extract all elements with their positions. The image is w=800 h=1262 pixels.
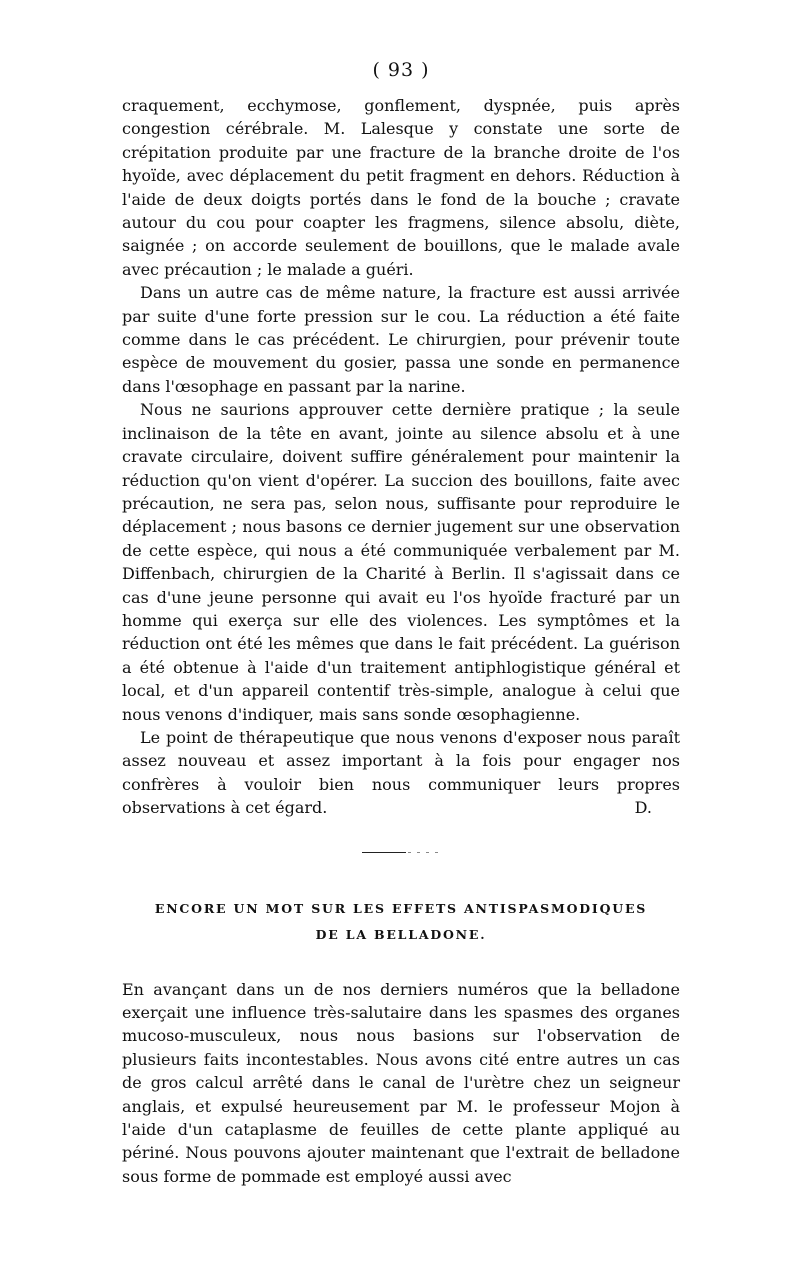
page-number: ( 93 ): [372, 59, 430, 81]
article-heading-line-2: DE LA BELLADONE.: [315, 926, 487, 942]
paragraph-1: craquement, ecchymose, gonflement, dyspnée, puis après congestion cérébrale. M. Lalesque y constate une sorte de crépitation produite par une fracture de la branche droite de l'os hyoïde, avec déplacement du petit fragment en dehors. Réduction à l'aide de deux doigts portés dans le fond de la bouche ; cravate autour du cou pour coapter les fragmens, silence absolu, diète, saignée ; on accorde seulement de bouillons, que le malade avale avec précaution ; le malade a guéri.: [122, 96, 680, 279]
author-signature: D.: [634, 798, 652, 818]
paragraph-2: Dans un autre cas de même nature, la fracture est aussi arrivée par suite d'une forte pression sur le cou. La réduction a été faite comme dans le cas précédent. Le chirurgien, pour prévenir toute espèce de mouvement du gosier, passa une sonde en permanence dans l'œsophage en passant par la narine.: [122, 283, 680, 396]
paragraph-4-text: Le point de thérapeutique que nous venons d'exposer nous paraît assez nouveau et assez important à la fois pour engager nos confrères à vouloir bien nous communiquer leurs propres observations à cet égard.: [122, 727, 680, 818]
heading-spacer: [122, 948, 680, 978]
divider-dots: [408, 852, 438, 853]
article-body: En avançant dans un de nos derniers numéros que la belladone exerçait une influence très-salutaire dans les spasmes des organes mucoso-musculeux, nous nous basions sur l'observation de plusieurs faits incontestables. Nous avons cité entre autres un cas de gros calcul arrêté dans le canal de l'urètre chez un seigneur anglais, et expulsé heureusement par M. le professeur Mojon à l'aide d'un cataplasme de feuilles de cette plante appliqué au périné. Nous pouvons ajouter maintenant que l'extrait de belladone sous forme de pommade est employé aussi avec: [122, 979, 680, 1186]
section-divider: [122, 850, 680, 856]
document-page: [122, 58, 680, 1188]
divider-rule: [362, 852, 406, 854]
paragraph-4: [122, 726, 680, 820]
paragraph-3: Nous ne saurions approuver cette dernière pratique ; la seule inclinaison de la tête en avant, jointe au silence absolu et à une cravate circulaire, doivent suffire généralement pour maintenir la réduction qu'on vient d'opérer. La succion des bouillons, faite avec précaution, ne sera pas, selon nous, suffisante pour reproduire le déplacement ; nous basons ce dernier jugement sur une observation de cette espèce, qui nous a été communiquée verbalement par M. Diffenbach, chirurgien de la Charité à Berlin. Il s'agissait dans ce cas d'une jeune personne qui avait eu l'os hyoïde fracturé par un homme qui exerça sur elle des violences. Les symptômes et la réduction ont été les mêmes que dans le fait précédent. La guérison a été obtenue à l'aide d'un traitement antiphlogistique général et local, et d'un appareil contentif très-simple, analogue à celui que nous venons d'indiquer, mais sans sonde œsophagienne.: [122, 400, 680, 724]
article-heading-line-1: ENCORE UN MOT SUR LES EFFETS ANTISPASMODIQUES: [154, 900, 648, 916]
